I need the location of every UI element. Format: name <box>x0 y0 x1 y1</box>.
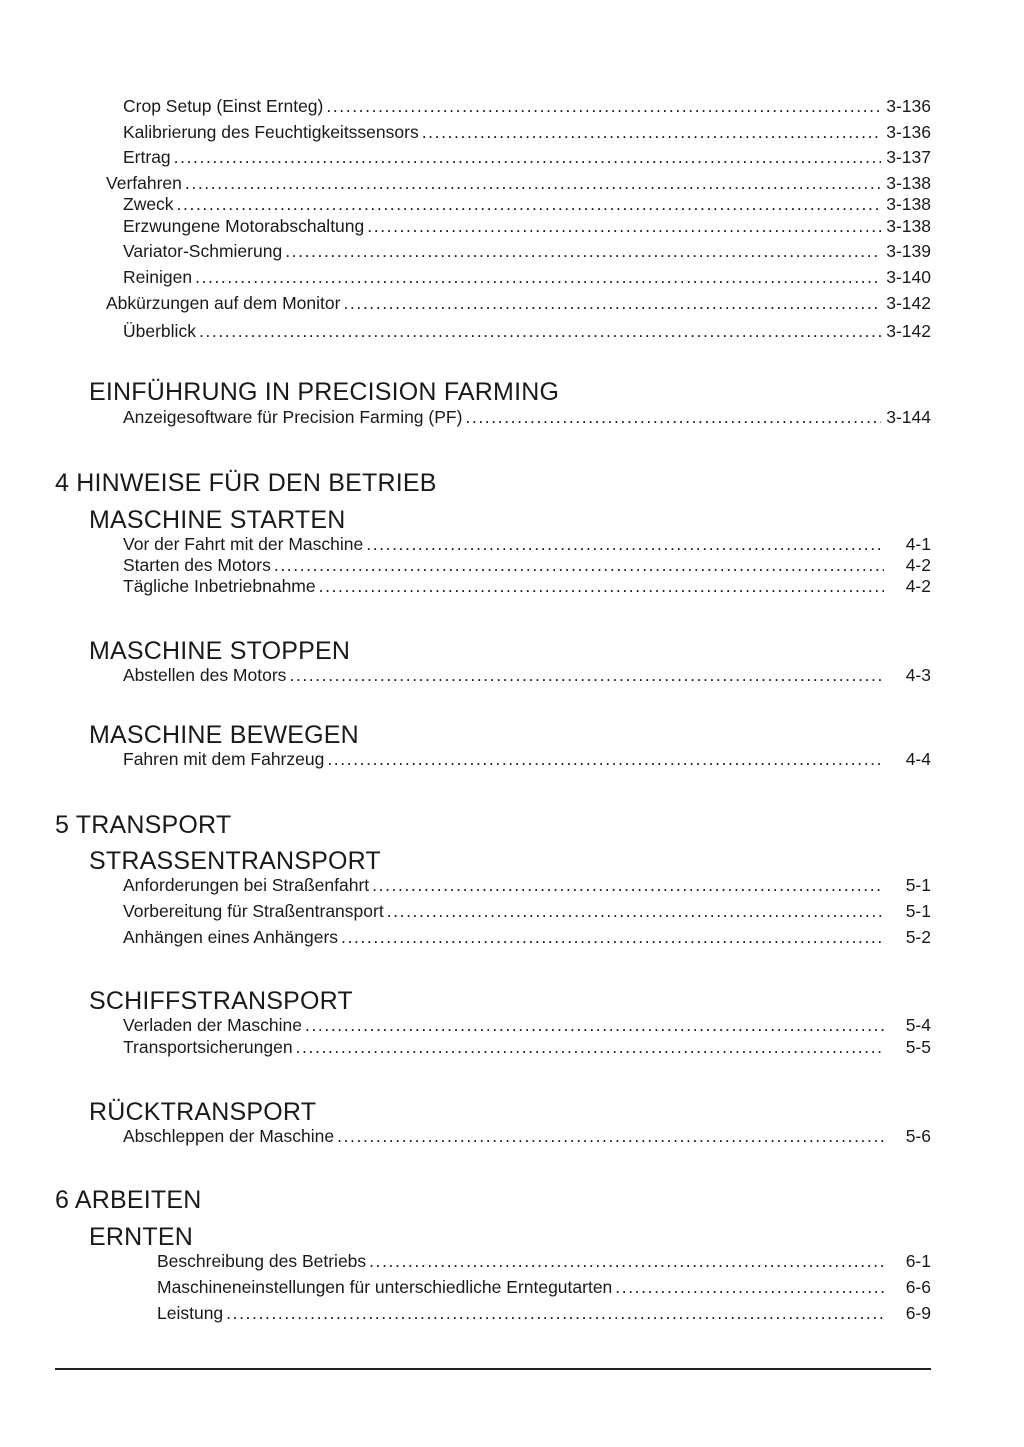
dot-leader <box>319 575 884 597</box>
toc-entry[interactable] <box>123 266 931 288</box>
chapter-title: 6 ARBEITEN <box>55 1186 202 1214</box>
entry-label: Verladen der Maschine <box>123 1015 302 1035</box>
toc-entry[interactable] <box>157 1302 931 1324</box>
toc-entry[interactable] <box>123 874 931 896</box>
dot-leader <box>285 240 881 262</box>
dot-leader <box>305 1014 884 1036</box>
toc-entry[interactable] <box>123 533 931 555</box>
dot-leader <box>343 292 881 314</box>
section-heading: RÜCKTRANSPORT <box>89 1098 317 1126</box>
entry-label: Starten des Motors <box>123 555 271 575</box>
dot-leader <box>369 1250 884 1272</box>
toc-entry[interactable] <box>157 1276 931 1298</box>
entry-page: 3-139 <box>886 241 931 261</box>
toc-entry[interactable] <box>123 95 931 117</box>
entry-page: 6-1 <box>905 1251 931 1271</box>
entry-label: Variator-Schmierung <box>123 241 283 261</box>
toc-entry[interactable] <box>157 1250 931 1272</box>
entry-page: 3-140 <box>886 267 931 287</box>
entry-page: 5-5 <box>905 1037 931 1057</box>
entry-page: 3-138 <box>886 216 931 236</box>
section-heading: STRASSENTRANSPORT <box>89 847 381 875</box>
entry-page: 3-142 <box>886 321 931 341</box>
entry-label: Transportsicherungen <box>123 1037 293 1057</box>
dot-leader <box>185 172 881 194</box>
section-heading: MASCHINE BEWEGEN <box>89 721 359 749</box>
toc-entry[interactable] <box>123 554 931 576</box>
dot-leader <box>289 664 884 686</box>
footer-rule <box>55 1368 931 1370</box>
entry-page: 3-138 <box>886 194 931 214</box>
entry-page: 4-4 <box>905 749 931 769</box>
chapter-title: 4 HINWEISE FÜR DEN BETRIEB <box>55 469 437 497</box>
entry-page: 3-142 <box>886 293 931 313</box>
entry-label: Leistung <box>157 1303 224 1323</box>
entry-page: 4-2 <box>905 555 931 575</box>
entry-label: Erzwungene Motorabschaltung <box>123 216 365 236</box>
entry-label: Abschleppen der Maschine <box>123 1126 335 1146</box>
toc-entry[interactable] <box>123 240 931 262</box>
toc-entry[interactable] <box>123 926 931 948</box>
entry-label: Tägliche Inbetriebnahme <box>123 576 316 596</box>
toc-entry[interactable] <box>123 320 931 342</box>
dot-leader <box>372 874 884 896</box>
entry-label: Verfahren <box>106 173 182 193</box>
toc-entry[interactable] <box>123 215 931 237</box>
entry-page: 3-136 <box>886 96 931 116</box>
entry-page: 6-9 <box>905 1303 931 1323</box>
entry-label: Zweck <box>123 194 174 214</box>
toc-entry[interactable] <box>123 146 931 168</box>
toc-entry[interactable] <box>123 193 931 215</box>
entry-page: 5-1 <box>905 875 931 895</box>
toc-entry[interactable] <box>123 1014 931 1036</box>
dot-leader <box>327 748 884 770</box>
toc-entry[interactable] <box>123 1125 931 1147</box>
dot-leader <box>341 926 884 948</box>
entry-label: Anzeigesoftware für Precision Farming (PF) <box>123 407 463 427</box>
entry-page: 5-6 <box>905 1126 931 1146</box>
entry-label: Vorbereitung für Straßentransport <box>123 901 384 921</box>
toc-entry[interactable] <box>123 121 931 143</box>
chapter-title: 5 TRANSPORT <box>55 811 232 839</box>
dot-leader <box>199 320 881 342</box>
dot-leader <box>296 1036 884 1058</box>
entry-page: 4-2 <box>905 576 931 596</box>
section-heading: SCHIFFSTRANSPORT <box>89 987 353 1015</box>
entry-page: 5-2 <box>905 927 931 947</box>
toc-entry[interactable] <box>123 406 931 428</box>
entry-label: Anhängen eines Anhängers <box>123 927 339 947</box>
dot-leader <box>274 554 884 576</box>
dot-leader <box>177 193 882 215</box>
entry-page: 3-137 <box>886 147 931 167</box>
dot-leader <box>326 95 881 117</box>
entry-label: Abstellen des Motors <box>123 665 287 685</box>
entry-page: 4-1 <box>905 534 931 554</box>
entry-page: 5-4 <box>905 1015 931 1035</box>
toc-entry[interactable] <box>123 748 931 770</box>
dot-leader <box>195 266 881 288</box>
section-heading: ERNTEN <box>89 1223 193 1251</box>
entry-page: 5-1 <box>905 901 931 921</box>
dot-leader <box>367 215 881 237</box>
entry-label: Überblick <box>123 321 196 341</box>
dot-leader <box>337 1125 884 1147</box>
section-heading: MASCHINE STOPPEN <box>89 637 351 665</box>
entry-label: Reinigen <box>123 267 193 287</box>
dot-leader <box>387 900 884 922</box>
dot-leader <box>174 146 882 168</box>
entry-label: Ertrag <box>123 147 171 167</box>
dot-leader <box>422 121 882 143</box>
entry-label: Vor der Fahrt mit der Maschine <box>123 534 364 554</box>
toc-entry[interactable] <box>123 900 931 922</box>
toc-entry[interactable] <box>106 292 931 314</box>
section-heading: MASCHINE STARTEN <box>89 506 346 534</box>
dot-leader <box>465 406 881 428</box>
dot-leader <box>366 533 884 555</box>
dot-leader <box>615 1276 884 1298</box>
entry-page: 3-136 <box>886 122 931 142</box>
section-heading: EINFÜHRUNG IN PRECISION FARMING <box>89 378 560 406</box>
entry-label: Abkürzungen auf dem Monitor <box>106 293 341 313</box>
entry-label: Maschineneinstellungen für unterschiedliche Erntegutarten <box>157 1277 613 1297</box>
entry-label: Crop Setup (Einst Ernteg) <box>123 96 324 116</box>
entry-page: 3-138 <box>886 173 931 193</box>
entry-page: 6-6 <box>905 1277 931 1297</box>
entry-page: 3-144 <box>886 407 931 427</box>
entry-label: Anforderungen bei Straßenfahrt <box>123 875 370 895</box>
entry-page: 4-3 <box>905 665 931 685</box>
toc-entry[interactable] <box>106 172 931 194</box>
entry-label: Fahren mit dem Fahrzeug <box>123 749 325 769</box>
entry-label: Beschreibung des Betriebs <box>157 1251 367 1271</box>
entry-label: Kalibrierung des Feuchtigkeitssensors <box>123 122 419 142</box>
toc-entry[interactable] <box>123 1036 931 1058</box>
toc-entry[interactable] <box>123 575 931 597</box>
toc-entry[interactable] <box>123 664 931 686</box>
dot-leader <box>226 1302 884 1324</box>
